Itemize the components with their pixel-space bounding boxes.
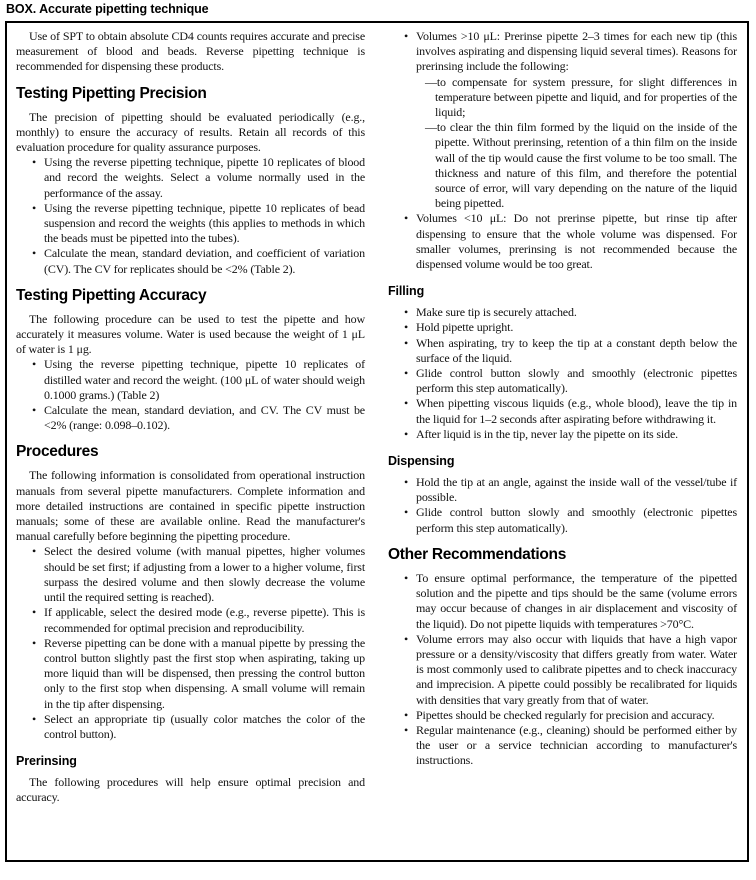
bullet-text: Select the desired volume (with manual pipettes, higher volumes should be set first; if adjusting from a lower to a higher volume, first surpass the desired volume and then slowly decrease the volume until the required setting is reached). [44,544,365,605]
bullet-item [16,636,365,712]
bullet-item [388,708,737,723]
bullet-item [16,201,365,247]
section-heading: Procedures [16,443,99,461]
bullet-item [388,396,737,426]
bullet-text: Reverse pipetting can be done with a manual pipette by pressing the control button slightly past the first stop when aspirating, taking up more liquid than will be dispensed, then pressing the control button only to the first stop when dispensing. A small volume will remain in the tip after dispensing. [44,635,365,711]
section-heading: Testing Pipetting Accuracy [16,286,207,304]
bullet-item [388,475,737,505]
bullet-text: Pipettes should be checked regularly for precision and accuracy. [416,707,715,722]
bullet-item [16,155,365,201]
bullet-text: If applicable, select the desired mode (e.g., reverse pipette). This is recommended for optimal precision and reproducibility. [44,605,365,635]
box-title: BOX. Accurate pipetting technique [6,2,209,16]
section-heading: Other Recommendations [388,545,567,563]
paragraph: The following information is consolidated from operational instruction manuals from several pipette manufacturers. Complete information and more detailed instructions are contained in specific pipette instruction manuals; some of these are available online. Read the manufacturer's manual carefully before beginning the pipetting procedure. [16,468,365,544]
dash-subitem: —to compensate for system pressure, for slight differences in temperature between pipette and liquid, and for properties of the liquid; [425,74,737,120]
paragraph: Use of SPT to obtain absolute CD4 counts requires accurate and precise measurement of blood and beads. Reverse pipetting technique is recommended for dispensing these products. [16,29,365,74]
bullet-text: Select an appropriate tip (usually color matches the color of the control button). [44,711,365,741]
bullet-item [16,712,365,742]
bullet-item [388,505,737,535]
bullet-text: Glide control button slowly and smoothly (electronic pipettes perform this step automatically). [416,366,737,396]
bullet-text: Volumes >10 μL: Prerinse pipette 2–3 times for each new tip (this involves aspirating and dispensing liquid several times). Reasons for prerinsing include the following: [416,29,737,74]
bullet-text: Hold the tip at an angle, against the inside wall of the vessel/tube if possible. [416,475,737,505]
bullet-item [388,366,737,396]
bullet-text: Volume errors may also occur with liquids that have a high vapor pressure or a density/viscosity that differs greatly from water. Water is most commonly used to calibrate pipettes and to check inaccuracy and imprecision. A pipette could possibly be recalibrated for liquids with densities that vary greatly from that of water. [416,631,737,707]
bullet-list [388,571,737,769]
bullet-item [388,29,737,211]
subsection-heading: Dispensing [388,454,455,469]
bullet-text: Volumes <10 μL: Do not prerinse pipette, but rinse tip after dispensing to ensure that the whole volume was dispensed. For smaller volumes, prerinsing is not recommended because the dispensed volume would be too great. [416,211,737,272]
right-column [388,29,737,854]
subsection-heading: Prerinsing [16,754,77,769]
bullet-item [16,357,365,403]
bullet-text: Using the reverse pipetting technique, pipette 10 replicates of distilled water and record the weight. (100 μL of water should weigh 0.1000 grams.) (Table 2) [44,357,365,402]
paragraph: The precision of pipetting should be evaluated periodically (e.g., monthly) to ensure the accuracy of results. Retain all records of this evaluation procedure for quality assurance purposes. [16,109,365,155]
bullet-text: When aspirating, try to keep the tip at a constant depth below the surface of the liquid. [416,335,737,365]
bullet-text: Glide control button slowly and smoothly (electronic pipettes perform this step automatically). [416,505,737,535]
dash-subitem: —to clear the thin film formed by the liquid on the inside of the pipette. Without prerinsing, retention of a thin film on the inside wall of the tip would cause the first volume to be too small. The thickness and nature of this film, and therefore the potential source of error, will vary depending on the nature of the liquid being pipetted. [425,120,737,211]
bullet-list [388,475,737,536]
bullet-item [16,605,365,635]
bullet-text: Hold pipette upright. [416,320,514,335]
subsection-heading: Filling [388,284,425,299]
bullet-item [16,246,365,276]
bullet-text: Make sure tip is securely attached. [416,305,577,320]
bullet-item [388,211,737,272]
bullet-item [388,427,737,442]
bullet-list [388,305,737,442]
bullet-item [388,320,737,335]
bullet-item [388,336,737,366]
bullet-list [16,155,365,277]
bullet-list [16,357,365,433]
bullet-text: Calculate the mean, standard deviation, and CV. The CV must be <2% (range: 0.098–0.102). [44,403,365,433]
bullet-text: Calculate the mean, standard deviation, and coefficient of variation (CV). The CV for replicates should be <2% (Table 2). [44,246,365,276]
bullet-text: When pipetting viscous liquids (e.g., whole blood), leave the tip in the liquid for 1–2 seconds after aspirating before withdrawing it. [416,396,737,426]
bullet-text: Regular maintenance (e.g., cleaning) should be performed either by the user or a service technician according to manufacturer's instructions. [416,722,737,768]
content-box [5,21,749,862]
paragraph: The following procedures will help ensure optimal precision and accuracy. [16,775,365,805]
section-heading: Testing Pipetting Precision [16,84,207,102]
bullet-item [388,632,737,708]
bullet-item [388,305,737,320]
bullet-text: To ensure optimal performance, the temperature of the pipetted solution and the pipette and tips should be the same (volume errors may occur because of changes in air displacement and viscosity of the liquid). Do not pipette liquids with temperatures >70°C. [416,570,737,631]
bullet-item [388,723,737,769]
bullet-text: After liquid is in the tip, never lay the pipette on its side. [416,426,678,441]
bullet-item [16,544,365,605]
bullet-item [16,403,365,433]
bullet-list [16,544,365,742]
bullet-list [388,29,737,272]
bullet-text: Using the reverse pipetting technique, pipette 10 replicates of bead suspension and record the weights (this applies to methods in which the beads must be pipetted into the tubes). [44,200,365,246]
paragraph: The following procedure can be used to test the pipette and how accurately it measures volume. Water is used because the weight of 1 μL of water is 1 μg. [16,311,365,357]
bullet-text: Using the reverse pipetting technique, pipette 10 replicates of blood and record the weights. Select a volume normally used in the performance of the assay. [44,155,365,200]
left-column [16,29,365,854]
bullet-item [388,571,737,632]
